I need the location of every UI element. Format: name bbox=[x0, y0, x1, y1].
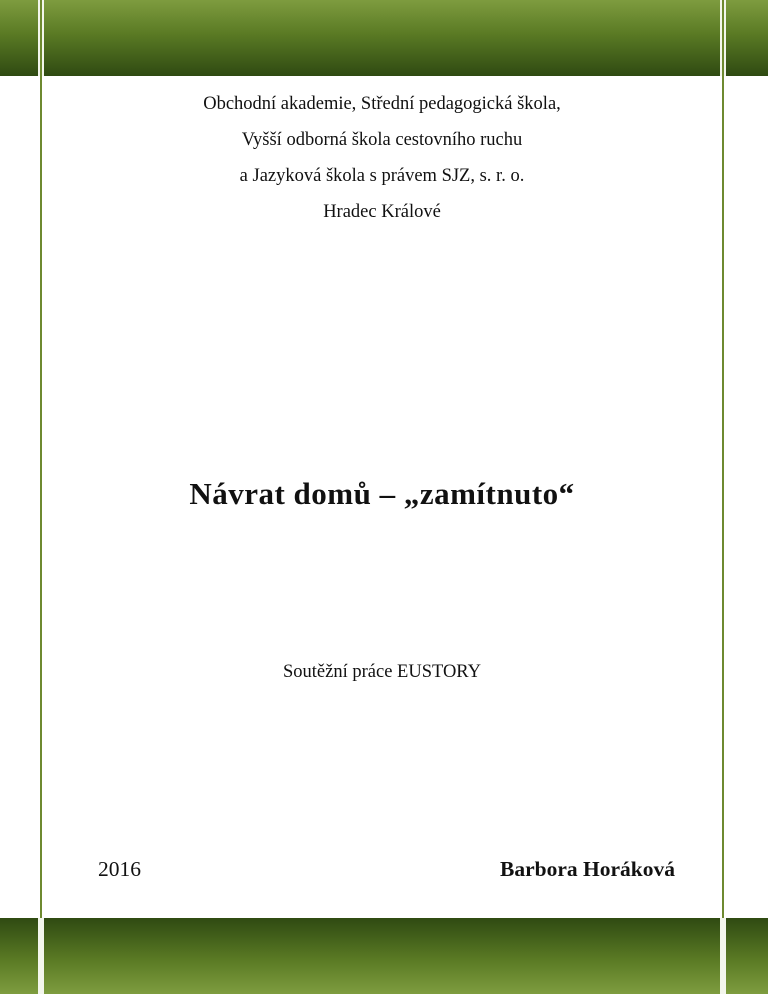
school-line-1: Obchodní akademie, Střední pedagogická škola, bbox=[203, 94, 561, 114]
document-title: Návrat domů – „zamítnuto“ bbox=[189, 476, 575, 511]
school-line-2: Vyšší odborná škola cestovního ruchu bbox=[241, 130, 523, 150]
bottom-band-gap-left bbox=[38, 918, 44, 994]
school-line-4: Hradec Králové bbox=[323, 202, 441, 222]
school-line-3: a Jazyková škola s právem SJZ, s. r. o. bbox=[239, 166, 525, 186]
document-author: Barbora Horáková bbox=[500, 857, 675, 881]
top-decorative-band bbox=[0, 0, 768, 76]
document-subtitle: Soutěžní práce EUSTORY bbox=[283, 662, 481, 682]
school-name-block bbox=[44, 86, 720, 230]
document-year: 2016 bbox=[98, 857, 141, 881]
right-vertical-rule bbox=[722, 0, 724, 994]
bottom-band-gap-right bbox=[720, 918, 726, 994]
bottom-decorative-band bbox=[0, 918, 768, 994]
left-vertical-rule bbox=[40, 0, 42, 994]
